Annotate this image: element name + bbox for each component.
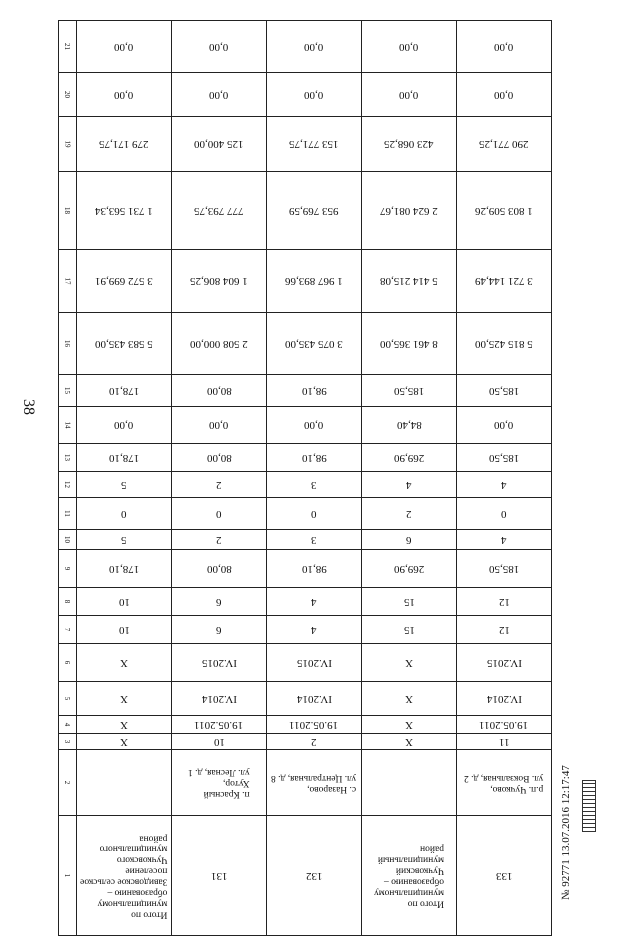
table-cell: [457, 117, 552, 172]
cell-value: 131: [210, 869, 228, 882]
table-cell: [77, 816, 172, 936]
column-number-text: 19: [63, 140, 72, 148]
table-cell: [362, 444, 457, 472]
cell-value: 19.05.2011: [289, 718, 339, 731]
cell-value: IV.2014: [296, 692, 332, 705]
cell-value: 0: [216, 507, 222, 520]
table-cell: [172, 588, 267, 616]
cell-value: п. Красный Хутор, ул. Лесная, д. 1: [188, 767, 250, 799]
cell-value: 0,00: [114, 419, 134, 431]
table-cell: [77, 250, 172, 313]
table-cell: [457, 498, 552, 530]
cell-value: Итого по муниципальному образованию – Чучковский муниципальный район: [374, 843, 444, 909]
cell-value: 0,00: [209, 40, 229, 53]
table-cell: [172, 172, 267, 250]
column-number: [59, 734, 77, 750]
cell-value: 185,50: [488, 451, 520, 464]
table-cell: [362, 375, 457, 407]
cell-value: 80,00: [206, 384, 232, 397]
cell-value: 4: [311, 623, 317, 636]
column-number-text: 12: [63, 481, 72, 488]
table-cell: [457, 682, 552, 716]
cell-value: 4: [501, 533, 507, 546]
column-number-text: 20: [63, 91, 72, 98]
cell-value: 5 583 435,00: [95, 337, 153, 350]
cell-value: 98,10: [301, 384, 327, 397]
column-number-text: 7: [63, 627, 72, 632]
cell-value: 4: [501, 478, 507, 491]
cell-value: 2 624 081,67: [380, 204, 438, 217]
table-cell: [457, 644, 552, 682]
cell-value: 0,00: [494, 40, 514, 53]
column-number-text: 9: [63, 566, 72, 571]
table-cell: [457, 530, 552, 550]
table-cell: [172, 682, 267, 716]
column-number: [59, 550, 77, 588]
cell-value: 12: [498, 623, 510, 636]
column-number: [59, 616, 77, 644]
cell-value: 80,00: [206, 562, 232, 575]
column-number-text: 1: [63, 873, 72, 878]
table-cell: [267, 682, 362, 716]
cell-value: X: [120, 656, 128, 669]
column-number: [59, 250, 77, 313]
table-cell: [172, 816, 267, 936]
table-cell: [267, 550, 362, 588]
cell-value: X: [120, 692, 128, 705]
table-cell: [362, 588, 457, 616]
cell-value: 98,10: [301, 451, 327, 464]
table-cell: [77, 588, 172, 616]
cell-value: 290 771,25: [479, 138, 529, 150]
cell-value: 1 604 806,25: [190, 275, 248, 287]
table-band-col-6: [59, 644, 552, 682]
table-band-col-13: [59, 444, 552, 472]
table-cell: [77, 172, 172, 250]
table-cell: [172, 407, 267, 444]
cell-value: 178,10: [108, 451, 140, 464]
table-cell: [172, 550, 267, 588]
cell-value: IV.2014: [486, 692, 522, 705]
column-number: [59, 644, 77, 682]
table-cell: [172, 498, 267, 530]
table-cell: [172, 73, 267, 117]
cell-value: 953 769,59: [289, 204, 339, 217]
table-cell: [267, 250, 362, 313]
cell-value: X: [405, 656, 413, 669]
table-cell: [77, 682, 172, 716]
table-band-col-20: [59, 73, 552, 117]
table-cell: [267, 498, 362, 530]
table-band-col-11: [59, 498, 552, 530]
column-number: [59, 172, 77, 250]
table-band-col-8: [59, 588, 552, 616]
cell-value: 10: [213, 735, 225, 748]
column-number-text: 16: [63, 340, 72, 347]
cell-value: IV.2015: [296, 656, 332, 669]
cell-value: 19.05.2011: [194, 718, 244, 731]
table-cell: [362, 682, 457, 716]
table-cell: [457, 616, 552, 644]
table-cell: [77, 550, 172, 588]
table-band-col-9: [59, 550, 552, 588]
cell-value: 3: [311, 533, 317, 546]
table-cell: [267, 313, 362, 375]
cell-value: 2 508 000,00: [190, 337, 248, 350]
table-band-col-17: [59, 250, 552, 313]
document-stamp: № 92771 13.07.2016 12:17:47: [560, 765, 572, 900]
cell-value: 125 400,00: [194, 138, 244, 150]
table-cell: [267, 21, 362, 73]
table-cell: [362, 530, 457, 550]
column-number: [59, 588, 77, 616]
table-cell: [362, 734, 457, 750]
table-cell: [457, 716, 552, 734]
cell-value: 1 967 893,66: [285, 275, 343, 287]
cell-value: с. Назарово, ул. Центральная, д. 8: [271, 772, 357, 794]
table-band-col-18: [59, 172, 552, 250]
column-number: [59, 750, 77, 816]
table-cell: [362, 73, 457, 117]
table-cell: [457, 734, 552, 750]
cell-value: 0,00: [399, 40, 419, 53]
table-band-col-15: [59, 375, 552, 407]
column-number: [59, 313, 77, 375]
cell-value: 19.05.2011: [479, 718, 529, 731]
cell-value: 269,90: [393, 562, 425, 575]
cell-value: 0,00: [494, 419, 514, 431]
cell-value: 12: [498, 595, 510, 608]
table-cell: [77, 472, 172, 498]
table-cell: [362, 816, 457, 936]
table-cell: [267, 588, 362, 616]
table-cell: [457, 816, 552, 936]
column-number: [59, 375, 77, 407]
table-band-col-12: [59, 472, 552, 498]
cell-value: 4: [311, 595, 317, 608]
cell-value: 279 171,75: [99, 138, 149, 150]
table-band-col-21: [59, 21, 552, 73]
cell-value: 0: [121, 507, 127, 520]
table-cell: [362, 498, 457, 530]
cell-value: 423 068,25: [384, 138, 434, 150]
cell-value: X: [120, 735, 128, 748]
cell-value: 15: [403, 595, 415, 608]
table-band-col-2: [59, 750, 552, 816]
cell-value: IV.2015: [201, 656, 237, 669]
cell-value: 777 793,75: [194, 204, 244, 217]
cell-value: 5: [121, 478, 127, 491]
table-band-col-10: [59, 530, 552, 550]
table-cell: [77, 444, 172, 472]
column-number-text: 8: [63, 599, 72, 604]
table-band-col-1: [59, 816, 552, 936]
cell-value: 0: [501, 507, 507, 520]
table-cell: [77, 734, 172, 750]
table-band-col-14: [59, 407, 552, 444]
cell-value: IV.2015: [486, 656, 522, 669]
cell-value: 11: [498, 735, 510, 748]
cell-value: 0,00: [494, 88, 514, 101]
table-cell: [267, 117, 362, 172]
table-cell: [172, 616, 267, 644]
cell-value: 8 461 365,00: [380, 337, 438, 350]
cell-value: 0,00: [209, 419, 229, 431]
column-number: [59, 682, 77, 716]
column-number-text: 13: [63, 454, 72, 461]
table-cell: [362, 21, 457, 73]
cell-value: 269,90: [393, 451, 425, 464]
cell-value: 178,10: [108, 384, 140, 397]
cell-value: 10: [118, 595, 130, 608]
table-cell: [267, 444, 362, 472]
table-cell: [457, 73, 552, 117]
cell-value: 5 414 215,08: [380, 275, 438, 287]
table-cell: [267, 750, 362, 816]
table-cell: [457, 550, 552, 588]
housing-program-table: [58, 20, 551, 920]
table-cell: [267, 472, 362, 498]
table-cell: [172, 644, 267, 682]
table-cell: [172, 313, 267, 375]
table-band-col-7: [59, 616, 552, 644]
table-cell: [362, 472, 457, 498]
table-cell: [172, 21, 267, 73]
cell-value: 6: [216, 595, 222, 608]
table-cell: [457, 407, 552, 444]
table-cell: [267, 716, 362, 734]
table-cell: [267, 734, 362, 750]
cell-value: 1 803 509,26: [475, 204, 533, 217]
cell-value: 185,50: [488, 384, 520, 397]
table-cell: [77, 313, 172, 375]
table-cell: [172, 750, 267, 816]
cell-value: 1 731 563,34: [95, 204, 153, 217]
column-number: [59, 117, 77, 172]
table-cell: [457, 444, 552, 472]
cell-value: 185,50: [393, 384, 425, 397]
cell-value: Итого по муниципальному образованию – Завидовское сельское поселение Чучковского муниципального района: [80, 832, 168, 920]
page-number: 38: [20, 399, 37, 415]
table-cell: [362, 313, 457, 375]
column-number-text: 6: [63, 660, 72, 665]
table-cell: [457, 313, 552, 375]
column-number: [59, 530, 77, 550]
column-number: [59, 498, 77, 530]
table-cell: [457, 375, 552, 407]
cell-value: 80,00: [206, 451, 232, 464]
column-number-text: 15: [63, 387, 72, 394]
cell-value: 3 572 699,91: [95, 275, 153, 287]
column-number: [59, 407, 77, 444]
column-number-text: 17: [63, 277, 72, 285]
table-cell: [362, 250, 457, 313]
cell-value: 185,50: [488, 562, 520, 575]
cell-value: IV.2014: [201, 692, 237, 705]
table-cell: [362, 172, 457, 250]
cell-value: 133: [495, 869, 513, 882]
table-cell: [267, 375, 362, 407]
table-cell: [172, 716, 267, 734]
table-cell: [77, 644, 172, 682]
cell-value: 6: [216, 623, 222, 636]
cell-value: 178,10: [108, 562, 140, 575]
table-cell: [362, 750, 457, 816]
column-number-text: 14: [63, 421, 72, 429]
table-cell: [362, 616, 457, 644]
cell-value: X: [405, 735, 413, 748]
table-cell: [77, 716, 172, 734]
table-cell: [362, 117, 457, 172]
cell-value: 2: [311, 735, 317, 748]
table-cell: [77, 616, 172, 644]
table-cell: [267, 644, 362, 682]
table-cell: [77, 750, 172, 816]
table-cell: [77, 117, 172, 172]
table-cell: [77, 530, 172, 550]
table-cell: [457, 588, 552, 616]
table-cell: [172, 734, 267, 750]
table-band-col-4: [59, 716, 552, 734]
cell-value: 3 721 144,49: [475, 275, 533, 287]
cell-value: 4: [406, 478, 412, 491]
table-cell: [172, 117, 267, 172]
cell-value: 132: [305, 869, 323, 882]
cell-value: 84,40: [396, 419, 422, 431]
column-number-text: 5: [63, 696, 72, 701]
table-cell: [77, 375, 172, 407]
cell-value: 0,00: [114, 40, 134, 53]
cell-value: 2: [216, 533, 222, 546]
table-cell: [267, 530, 362, 550]
table-cell: [77, 21, 172, 73]
cell-value: 153 771,75: [289, 138, 339, 150]
column-number-text: 21: [63, 43, 72, 50]
table-cell: [77, 498, 172, 530]
cell-value: 6: [406, 533, 412, 546]
column-number-text: 2: [63, 780, 72, 785]
table-band-col-19: [59, 117, 552, 172]
cell-value: р.п. Чучково, ул. Вокзальная, д. 2: [464, 772, 544, 794]
cell-value: 0,00: [114, 88, 134, 101]
table-cell: [362, 716, 457, 734]
column-number-text: 18: [63, 207, 72, 214]
table-cell: [457, 472, 552, 498]
table-band-col-3: [59, 734, 552, 750]
table-band-col-16: [59, 313, 552, 375]
table-cell: [267, 616, 362, 644]
cell-value: 0,00: [304, 88, 324, 101]
table-cell: [362, 550, 457, 588]
cell-value: 5 815 425,00: [475, 337, 533, 350]
table-cell: [172, 530, 267, 550]
cell-value: 2: [406, 507, 412, 520]
table-band-col-5: [59, 682, 552, 716]
stamp-barcode: [582, 780, 596, 832]
column-number: [59, 444, 77, 472]
table-cell: [267, 816, 362, 936]
column-number: [59, 21, 77, 73]
cell-value: X: [405, 718, 413, 731]
cell-value: 2: [216, 478, 222, 491]
table-cell: [267, 73, 362, 117]
cell-value: 98,10: [301, 562, 327, 575]
column-number: [59, 472, 77, 498]
column-number: [59, 816, 77, 936]
column-number-text: 3: [63, 739, 72, 744]
cell-value: X: [120, 718, 128, 731]
table-cell: [457, 250, 552, 313]
table-cell: [172, 375, 267, 407]
cell-value: 0,00: [399, 88, 419, 101]
table-cell: [457, 21, 552, 73]
column-number-text: 10: [63, 536, 72, 543]
cell-value: 5: [121, 533, 127, 546]
table-cell: [457, 172, 552, 250]
table-cell: [77, 407, 172, 444]
table-cell: [457, 750, 552, 816]
table-cell: [77, 73, 172, 117]
table-cell: [172, 444, 267, 472]
cell-value: 0,00: [304, 40, 324, 53]
column-number-text: 11: [63, 510, 72, 517]
cell-value: 0,00: [304, 419, 324, 431]
column-number-text: 4: [63, 722, 72, 727]
table-cell: [362, 644, 457, 682]
column-number: [59, 716, 77, 734]
table-cell: [172, 250, 267, 313]
cell-value: 15: [403, 623, 415, 636]
table-cell: [267, 172, 362, 250]
cell-value: 3: [311, 478, 317, 491]
cell-value: X: [405, 692, 413, 705]
cell-value: 3 075 435,00: [285, 337, 343, 350]
table-cell: [172, 472, 267, 498]
cell-value: 0,00: [209, 88, 229, 101]
column-number: [59, 73, 77, 117]
table-cell: [362, 407, 457, 444]
cell-value: 10: [118, 623, 130, 636]
cell-value: 0: [311, 507, 317, 520]
table-cell: [267, 407, 362, 444]
